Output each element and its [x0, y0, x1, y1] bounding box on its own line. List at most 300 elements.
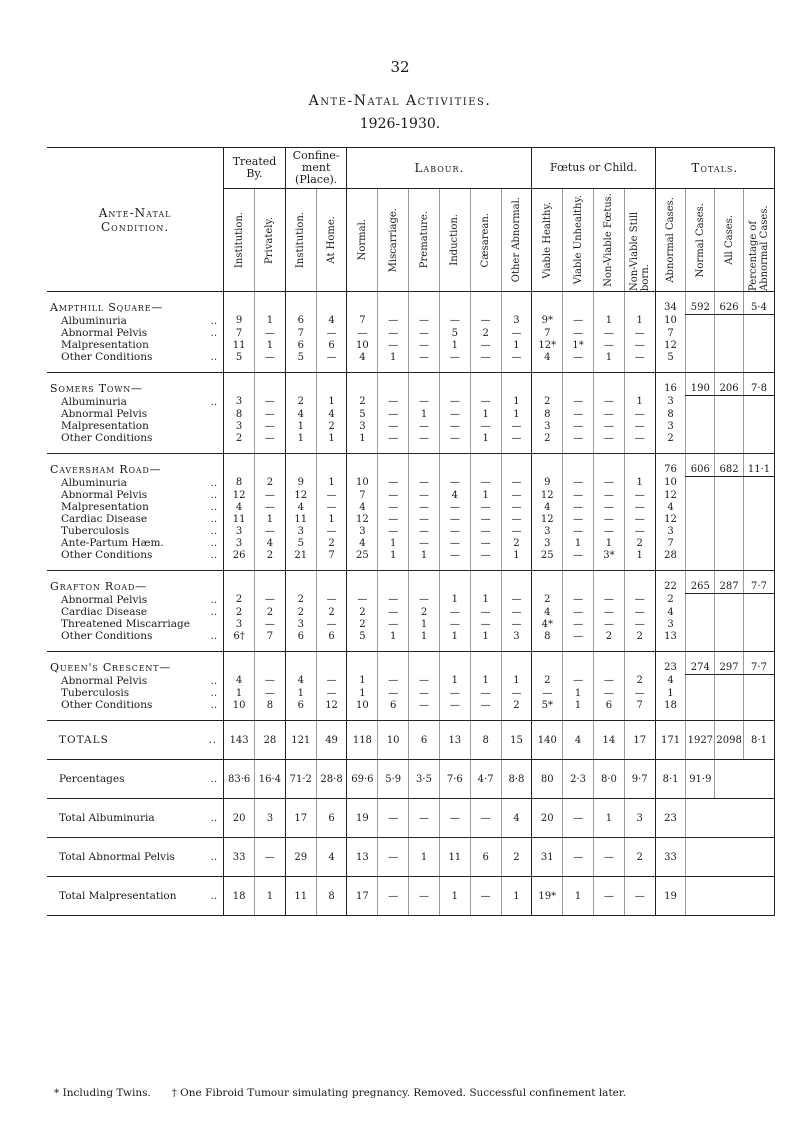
table-cell: 1 — [470, 594, 501, 607]
table-cell: 2 — [501, 537, 532, 549]
table-cell: — — [409, 699, 440, 711]
row-label-text: Ante-Partum Hæm. — [61, 537, 164, 549]
table-cell — [624, 580, 655, 594]
row-leader-dots: .. — [208, 734, 218, 746]
table-cell: 1 — [501, 877, 532, 916]
table-cell — [715, 339, 744, 351]
table-cell: — — [316, 687, 347, 699]
table-cell: 8 — [224, 408, 255, 420]
section-summary-cell: 606 — [686, 463, 715, 477]
table-cell: 49 — [316, 721, 347, 760]
table-cell — [439, 382, 470, 396]
table-cell: 6 — [285, 339, 316, 351]
section-summary-cell: 34 — [655, 301, 686, 315]
table-cell: — — [501, 327, 532, 339]
table-cell — [743, 687, 774, 699]
table-cell: 4 — [285, 408, 316, 420]
table-cell — [686, 549, 715, 561]
table-cell — [743, 339, 774, 351]
table-cell: 1 — [563, 877, 594, 916]
row-label-text: Threatened Miscarriage — [61, 618, 190, 630]
table-cell — [532, 382, 563, 396]
table-cell: 2 — [316, 537, 347, 549]
table-cell: — — [501, 477, 532, 490]
table-cell: 28·8 — [316, 760, 347, 799]
table-cell: 17 — [347, 877, 378, 916]
table-cell — [285, 661, 316, 675]
table-cell: 1 — [285, 687, 316, 699]
table-cell: — — [409, 513, 440, 525]
table-cell: 4 — [439, 489, 470, 501]
table-cell — [563, 463, 594, 477]
section-name: Ampthill Square— — [50, 301, 164, 315]
table-cell: 1 — [378, 630, 409, 642]
table-cell: 9 — [532, 477, 563, 490]
table-cell — [316, 301, 347, 315]
table-cell: 3 — [655, 420, 686, 432]
table-cell — [624, 463, 655, 477]
table-cell — [743, 396, 774, 409]
table-cell: 2·3 — [563, 760, 594, 799]
table-cell: 6 — [285, 630, 316, 642]
row-label — [47, 549, 224, 561]
table-cell: 5 — [285, 351, 316, 363]
table-cell: 12* — [532, 339, 563, 351]
table-cell: 33 — [224, 838, 255, 877]
row-label-text: Albuminuria — [61, 395, 127, 408]
table-cell — [743, 594, 774, 607]
table-cell: — — [255, 838, 286, 877]
table-cell: 1 — [439, 339, 470, 351]
table-cell: 143 — [224, 721, 255, 760]
table-cell: 3 — [532, 420, 563, 432]
table-cell — [743, 408, 774, 420]
section-summary-cell: 7·7 — [743, 580, 774, 594]
table-cell — [715, 513, 744, 525]
table-cell: 2 — [532, 594, 563, 607]
table-cell: — — [563, 477, 594, 490]
table-cell — [743, 315, 774, 328]
table-cell: 8·1 — [655, 760, 686, 799]
table-cell: 2 — [255, 477, 286, 490]
page-title: Ante-Natal Activities. — [308, 93, 492, 109]
table-cell: — — [501, 351, 532, 363]
table-cell: — — [470, 351, 501, 363]
row-label-text: Abnormal Pelvis — [61, 408, 148, 420]
table-cell: 25 — [532, 549, 563, 561]
table-cell — [686, 351, 715, 363]
table-cell — [409, 661, 440, 675]
table-cell: 4 — [655, 675, 686, 688]
table-cell — [532, 463, 563, 477]
table-cell: — — [470, 396, 501, 409]
table-cell: — — [378, 477, 409, 490]
table-row — [47, 594, 775, 607]
table-cell: 6 — [470, 838, 501, 877]
section-summary-cell: 76 — [655, 463, 686, 477]
table-cell: 3 — [224, 396, 255, 409]
table-cell: 8 — [255, 699, 286, 711]
table-cell: 23 — [655, 799, 686, 838]
table-cell: — — [439, 432, 470, 444]
table-cell: 28 — [255, 721, 286, 760]
table-cell: 11 — [439, 838, 470, 877]
table-cell: — — [316, 501, 347, 513]
table-cell — [686, 618, 715, 630]
row-label — [47, 477, 224, 490]
row-label-text: Albuminuria — [61, 314, 127, 327]
table-row — [47, 606, 775, 618]
table-cell: 2 — [285, 606, 316, 618]
header-column — [563, 189, 594, 292]
table-cell: 3 — [501, 630, 532, 642]
table-cell: 25 — [347, 549, 378, 561]
table-cell: — — [439, 351, 470, 363]
row-label — [47, 501, 224, 513]
table-cell: — — [470, 799, 501, 838]
table-cell: — — [563, 489, 594, 501]
table-row — [47, 513, 775, 525]
section-summary-cell: 16 — [655, 382, 686, 396]
table-cell — [715, 477, 744, 490]
table-cell: 1 — [409, 549, 440, 561]
table-cell: — — [563, 549, 594, 561]
table-cell: 1 — [593, 351, 624, 363]
table-cell: 4·7 — [470, 760, 501, 799]
table-cell — [224, 580, 255, 594]
header-column-label: Cæsarean. — [480, 212, 492, 268]
header-column — [655, 189, 686, 292]
header-column — [743, 189, 774, 292]
table-cell: 6 — [285, 315, 316, 328]
header-column-label: Miscarriage. — [387, 207, 399, 273]
table-cell: 7 — [532, 327, 563, 339]
table-cell: 2 — [624, 537, 655, 549]
table-cell: — — [624, 687, 655, 699]
totals-row-label — [47, 760, 224, 799]
table-cell: — — [439, 501, 470, 513]
totals-row — [47, 760, 775, 799]
table-cell: — — [593, 513, 624, 525]
row-label — [47, 675, 224, 688]
row-label — [47, 594, 224, 607]
header-column-label: Viable Unhealthy. — [572, 195, 584, 285]
header-column-label: Induction. — [449, 214, 461, 266]
table-cell — [715, 606, 744, 618]
table-cell: 15 — [501, 721, 532, 760]
totals-row — [47, 799, 775, 838]
table-cell: — — [593, 339, 624, 351]
table-cell: 1 — [224, 687, 255, 699]
table-cell: — — [439, 606, 470, 618]
row-leader-dots: .. — [210, 476, 218, 489]
table-cell: — — [255, 525, 286, 537]
table-cell: 9 — [224, 315, 255, 328]
row-label-text: Abnormal Pelvis — [61, 327, 148, 339]
table-cell — [715, 327, 744, 339]
table-cell: 10 — [378, 721, 409, 760]
table-cell: — — [316, 675, 347, 688]
header-column-label: Viable Healthy. — [541, 201, 553, 279]
row-label-text: Other Conditions — [61, 630, 153, 642]
section-name: Queen's Crescent— — [50, 661, 172, 675]
header-column-label: Non-Viable Fœtus. — [603, 193, 615, 287]
table-cell: 3 — [655, 525, 686, 537]
row-label-text: Cardiac Disease — [61, 513, 148, 525]
table-cell — [501, 301, 532, 315]
table-cell — [743, 525, 774, 537]
table-cell: — — [593, 606, 624, 618]
table-cell — [686, 799, 715, 838]
table-cell: 18 — [655, 699, 686, 711]
table-cell: — — [439, 513, 470, 525]
table-cell: — — [255, 408, 286, 420]
table-cell — [686, 838, 715, 877]
table-row — [47, 699, 775, 711]
table-cell — [624, 301, 655, 315]
table-cell — [563, 382, 594, 396]
table-cell: — — [316, 525, 347, 537]
table-cell: — — [470, 477, 501, 490]
header-column-label: Other Abnormal. — [510, 197, 522, 283]
table-cell: — — [439, 477, 470, 490]
row-leader-dots: .. — [210, 395, 218, 408]
row-leader-dots: .. — [210, 501, 218, 513]
table-cell: 4 — [316, 408, 347, 420]
table-cell: — — [593, 687, 624, 699]
table-cell: 2 — [532, 396, 563, 409]
table-cell: — — [470, 699, 501, 711]
table-cell — [563, 661, 594, 675]
table-cell: — — [378, 594, 409, 607]
row-leader-dots: .. — [210, 773, 218, 785]
table-cell: 3 — [347, 525, 378, 537]
row-label — [47, 606, 224, 618]
table-cell: — — [593, 477, 624, 490]
header-column-label: Normal Cases. — [694, 202, 706, 278]
table-cell: 171 — [655, 721, 686, 760]
table-cell: 4 — [532, 351, 563, 363]
table-cell: — — [563, 432, 594, 444]
table-cell — [686, 420, 715, 432]
table-row — [47, 618, 775, 630]
table-cell — [255, 463, 286, 477]
table-cell — [470, 661, 501, 675]
row-label — [47, 630, 224, 642]
table-cell: — — [563, 838, 594, 877]
table-cell — [715, 525, 744, 537]
table-cell — [439, 580, 470, 594]
totals-row-label — [47, 838, 224, 877]
table-cell: 10 — [347, 477, 378, 490]
table-cell: 6 — [316, 799, 347, 838]
table-cell: 2 — [224, 594, 255, 607]
table-cell — [715, 489, 744, 501]
table-cell: 4 — [224, 675, 255, 688]
table-cell: 4 — [532, 501, 563, 513]
header-column — [285, 189, 316, 292]
table-cell — [285, 301, 316, 315]
row-label — [47, 513, 224, 525]
table-row — [47, 489, 775, 501]
row-leader-dots: .. — [210, 699, 218, 711]
table-cell — [715, 549, 744, 561]
table-cell: — — [316, 594, 347, 607]
table-cell — [501, 580, 532, 594]
table-cell: 31 — [532, 838, 563, 877]
table-cell — [316, 580, 347, 594]
table-cell: 26 — [224, 549, 255, 561]
section-summary-cell: 265 — [686, 580, 715, 594]
table-cell: 2 — [624, 630, 655, 642]
table-cell: — — [316, 351, 347, 363]
table-cell — [593, 382, 624, 396]
table-cell: 3 — [224, 420, 255, 432]
table-cell — [501, 382, 532, 396]
table-cell — [743, 760, 774, 799]
table-cell — [593, 580, 624, 594]
table-cell: — — [624, 606, 655, 618]
table-cell — [501, 463, 532, 477]
table-cell: 1 — [624, 549, 655, 561]
totals-row-label — [47, 721, 224, 760]
table-cell — [715, 315, 744, 328]
header-group-line: Labour. — [414, 161, 465, 175]
table-cell: 71·2 — [285, 760, 316, 799]
table-cell — [470, 580, 501, 594]
header-column — [347, 189, 378, 292]
table-cell: — — [501, 618, 532, 630]
table-cell: 4 — [563, 721, 594, 760]
table-cell — [715, 699, 744, 711]
section-summary-cell: 7·7 — [743, 661, 774, 675]
table-cell: 9* — [532, 315, 563, 328]
table-cell: — — [409, 594, 440, 607]
table-cell: — — [501, 489, 532, 501]
table-cell: 1 — [624, 396, 655, 409]
table-row — [47, 327, 775, 339]
table-cell: 1 — [563, 699, 594, 711]
table-cell: 4 — [316, 838, 347, 877]
table-cell: 1 — [285, 432, 316, 444]
table-cell: — — [624, 525, 655, 537]
row-leader-dots: .. — [210, 674, 218, 687]
totals-row-label-text: TOTALS — [59, 734, 109, 746]
table-cell — [686, 537, 715, 549]
row-label-text: Other Conditions — [61, 351, 153, 363]
table-cell: — — [255, 618, 286, 630]
table-row — [47, 408, 775, 420]
table-cell: — — [316, 618, 347, 630]
table-cell: — — [255, 675, 286, 688]
table-cell: 3 — [655, 396, 686, 409]
table-cell — [715, 537, 744, 549]
table-cell: 12 — [347, 513, 378, 525]
totals-row-label-text: Percentages — [59, 773, 125, 785]
table-cell — [686, 699, 715, 711]
table-cell: 8 — [470, 721, 501, 760]
table-row — [47, 477, 775, 490]
table-cell — [715, 594, 744, 607]
table-cell: — — [593, 501, 624, 513]
table-cell: 1 — [285, 420, 316, 432]
table-cell: — — [378, 408, 409, 420]
table-cell: — — [470, 618, 501, 630]
table-cell: — — [563, 420, 594, 432]
table-cell: 16·4 — [255, 760, 286, 799]
header-column-label: Non-Viable Still born. — [628, 211, 651, 291]
table-cell: 6 — [316, 630, 347, 642]
row-label-text: Cardiac Disease — [61, 606, 148, 618]
header-column — [532, 189, 563, 292]
table-cell: — — [378, 396, 409, 409]
table-cell: 3 — [347, 420, 378, 432]
table-cell — [255, 301, 286, 315]
footnote — [54, 1087, 784, 1099]
table-cell: 4 — [285, 675, 316, 688]
table-cell: 1 — [316, 396, 347, 409]
row-leader-dots: .. — [210, 687, 218, 699]
table-cell: 1 — [255, 315, 286, 328]
table-cell: — — [501, 606, 532, 618]
table-cell — [439, 463, 470, 477]
table-cell — [743, 432, 774, 444]
table-cell: — — [501, 513, 532, 525]
table-cell — [715, 687, 744, 699]
table-cell: — — [593, 838, 624, 877]
table-cell: — — [378, 489, 409, 501]
table-cell: — — [439, 408, 470, 420]
table-cell: 10 — [224, 699, 255, 711]
table-cell: — — [255, 420, 286, 432]
table-row — [47, 675, 775, 688]
table-cell: 1 — [439, 877, 470, 916]
table-cell: — — [378, 339, 409, 351]
table-cell — [743, 618, 774, 630]
row-label — [47, 687, 224, 699]
table-cell — [347, 580, 378, 594]
table-cell — [470, 382, 501, 396]
table-cell — [715, 877, 744, 916]
table-cell: 1 — [501, 549, 532, 561]
section-summary-cell: 297 — [715, 661, 744, 675]
table-cell: 1 — [347, 432, 378, 444]
table-cell: — — [255, 396, 286, 409]
table-cell: 17 — [624, 721, 655, 760]
table-cell — [686, 396, 715, 409]
table-cell: 5·9 — [378, 760, 409, 799]
table-cell — [743, 799, 774, 838]
table-cell: 10 — [347, 699, 378, 711]
table-cell — [686, 432, 715, 444]
table-cell — [224, 301, 255, 315]
row-label-text: Other Conditions — [61, 549, 153, 561]
table-cell: 10 — [655, 477, 686, 490]
table-cell: 2 — [501, 838, 532, 877]
table-cell: 20 — [532, 799, 563, 838]
table-cell: 5 — [347, 408, 378, 420]
table-cell — [743, 537, 774, 549]
table-cell: 1 — [378, 351, 409, 363]
page-subtitle-years: 1926-1930. — [359, 116, 441, 132]
table-cell — [743, 420, 774, 432]
header-column-label: At Home. — [326, 216, 338, 264]
table-cell: 12 — [655, 489, 686, 501]
table-cell: — — [439, 799, 470, 838]
table-cell — [715, 675, 744, 688]
table-cell: 5 — [347, 630, 378, 642]
row-label-text: Malpresentation — [61, 420, 149, 432]
